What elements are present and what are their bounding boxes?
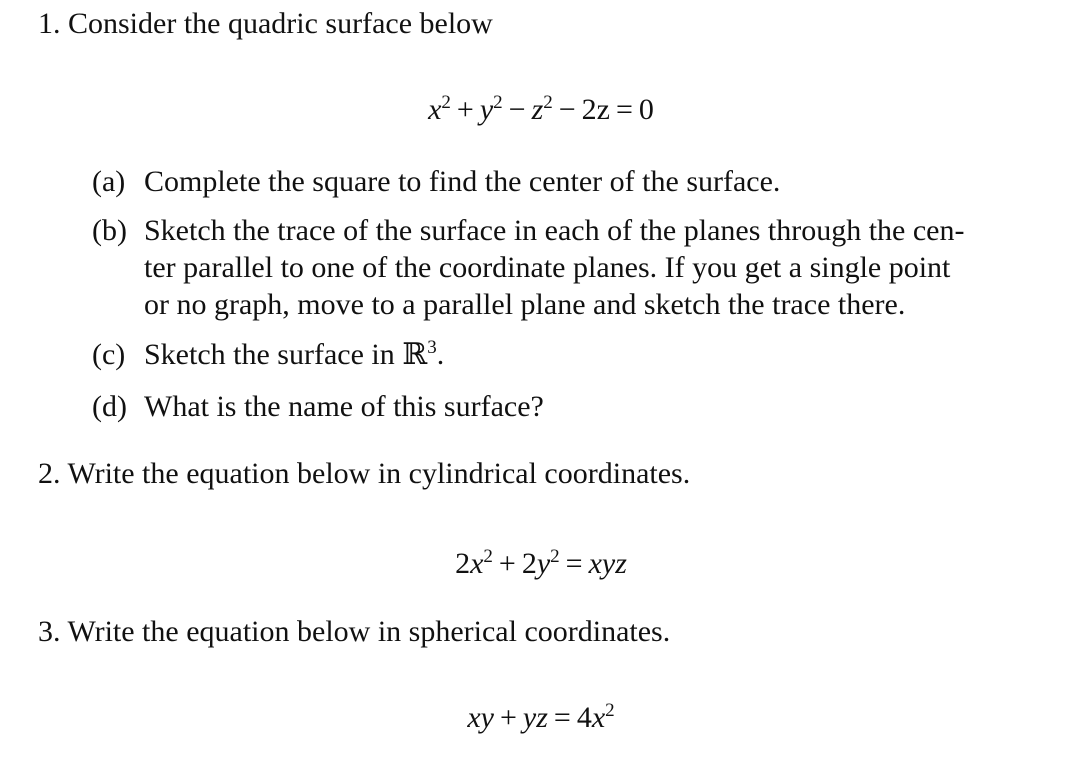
- eq2-equals: =: [565, 547, 583, 580]
- eq1-y-exponent: 2: [493, 92, 503, 113]
- problem-3-heading: [38, 614, 670, 650]
- problem-3-equation: [0, 700, 1082, 740]
- part-a: [92, 164, 780, 200]
- eq2-plus: +: [498, 547, 516, 580]
- part-b: [92, 213, 964, 249]
- eq3-x: x: [591, 701, 606, 734]
- part-c-period: .: [436, 338, 445, 371]
- eq1-minus-2: −: [558, 93, 576, 126]
- eq3-x-exponent: 2: [605, 700, 615, 721]
- eq2-rhs: xyz: [588, 547, 627, 580]
- problem-1-prompt: Consider the quadric surface below: [68, 7, 493, 40]
- problem-2-heading: [38, 456, 690, 492]
- eq3-equals: =: [553, 701, 571, 734]
- eq1-x-exponent: 2: [441, 92, 451, 113]
- eq2-x-exponent: 2: [483, 546, 493, 567]
- eq1-y: y: [479, 93, 494, 126]
- problem-2-equation: [0, 546, 1082, 586]
- eq1-term-2z: 2z: [581, 93, 610, 126]
- part-d-text: What is the name of this surface?: [144, 390, 544, 423]
- eq1-z: z: [531, 93, 544, 126]
- eq2-coef-1: 2: [455, 547, 471, 580]
- eq2-y-exponent: 2: [550, 546, 560, 567]
- problem-2-prompt: Write the equation below in cylindrical coordinates.: [67, 457, 691, 490]
- eq3-lhs-2: yz: [522, 701, 548, 734]
- eq1-plus: +: [456, 93, 474, 126]
- part-c-label: (c): [92, 338, 126, 371]
- eq3-coef: 4: [576, 701, 592, 734]
- part-d-label: (d): [92, 390, 127, 423]
- eq1-minus-1: −: [508, 93, 526, 126]
- problem-1-equation: [0, 92, 1082, 132]
- part-a-text: Complete the square to find the center of the surface.: [144, 165, 781, 198]
- eq3-lhs-1: xy: [467, 701, 494, 734]
- eq1-equals: =: [616, 93, 633, 126]
- problem-2-number: 2.: [38, 457, 61, 490]
- eq1-x: x: [428, 93, 442, 126]
- part-b-text-line-2: ter parallel to one of the coordinate planes. If you get a single point: [144, 251, 951, 284]
- eq2-coef-2: 2: [521, 547, 537, 580]
- eq3-plus: +: [499, 701, 517, 734]
- real-space-exponent: 3: [427, 337, 437, 358]
- part-b-text-line-3: or no graph, move to a parallel plane and sketch the trace there.: [144, 288, 906, 321]
- part-a-label: (a): [92, 165, 126, 198]
- part-c-text: Sketch the surface in: [144, 338, 403, 371]
- eq2-y: y: [536, 547, 551, 580]
- problem-1-number: 1.: [38, 7, 61, 40]
- problem-1-heading: [38, 6, 493, 42]
- part-b-text-line-1: Sketch the trace of the surface in each of the planes through the cen-: [144, 214, 965, 247]
- problem-3-number: 3.: [38, 615, 61, 648]
- eq1-rhs: 0: [638, 93, 654, 126]
- problem-3-prompt: Write the equation below in spherical coordinates.: [67, 615, 671, 648]
- eq2-x: x: [470, 547, 484, 580]
- part-b-label: (b): [92, 214, 127, 247]
- eq1-z-exponent: 2: [543, 92, 553, 113]
- real-space-symbol: ℝ: [402, 337, 428, 372]
- part-d: [92, 389, 544, 425]
- part-c: [92, 337, 444, 377]
